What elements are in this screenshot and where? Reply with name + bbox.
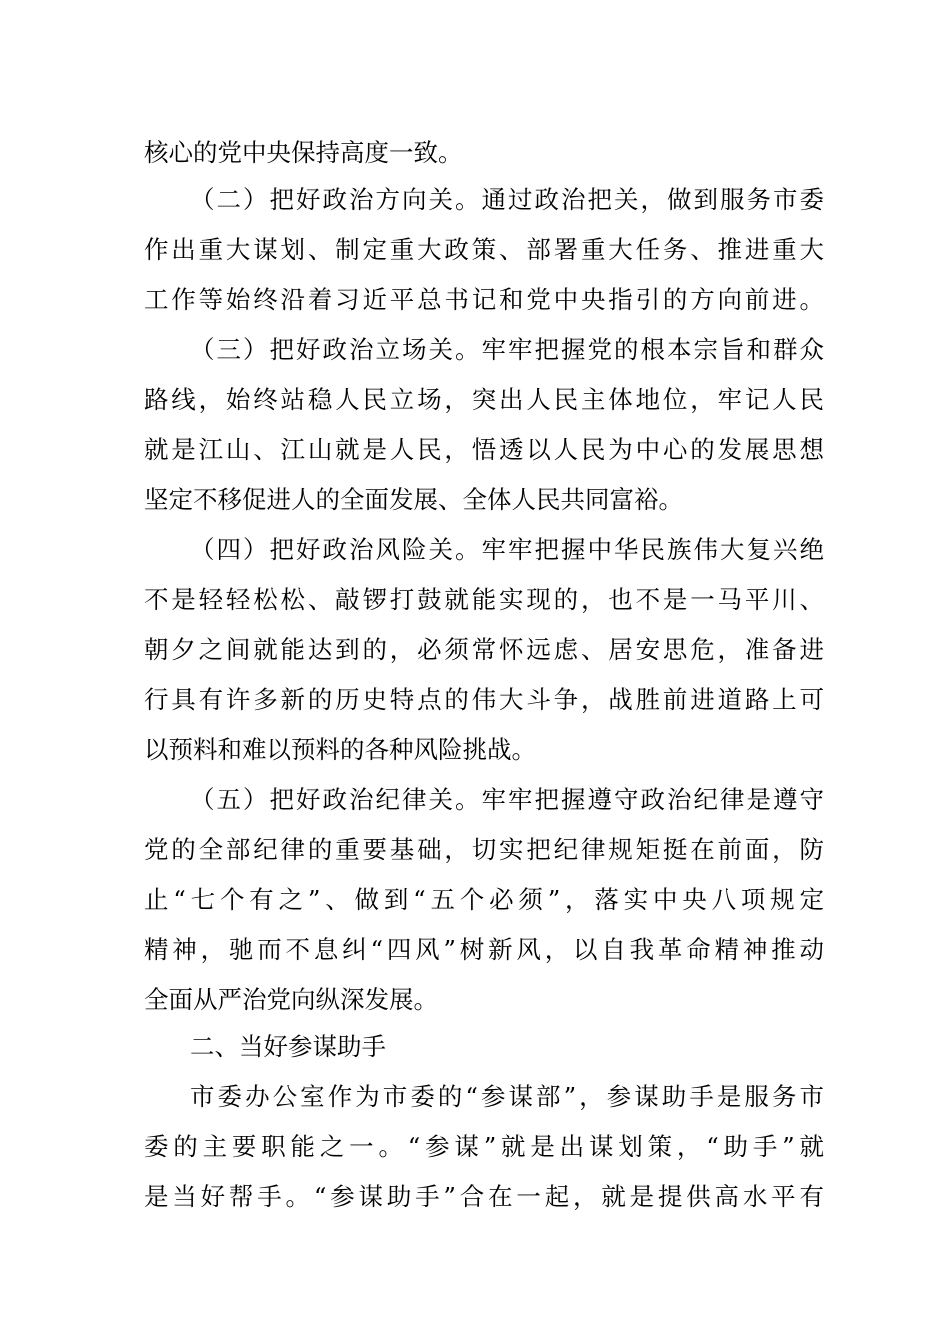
- text-line: 朝夕之间就能达到的，必须常怀远虑、居安思危，准备进: [144, 635, 824, 664]
- text-line: 委的主要职能之一。“参谋”就是出谋划策，“助手”就: [144, 1132, 824, 1161]
- text-line: 作出重大谋划、制定重大政策、部署重大任务、推进重大: [144, 235, 824, 264]
- text-line: 全面从严治党向纵深发展。: [144, 985, 438, 1014]
- text-line: 行具有许多新的历史特点的伟大斗争，战胜前进道路上可: [144, 685, 824, 714]
- section-heading: 二、当好参谋助手: [190, 1032, 386, 1061]
- text-line: 核心的党中央保持高度一致。: [144, 138, 463, 167]
- text-line: 坚定不移促进人的全面发展、全体人民共同富裕。: [144, 485, 683, 514]
- text-line: 路线，始终站稳人民立场，突出人民主体地位，牢记人民: [144, 385, 824, 414]
- text-line: 工作等始终沿着习近平总书记和党中央指引的方向前进。: [144, 285, 824, 314]
- text-line: 就是江山、江山就是人民，悟透以人民为中心的发展思想: [144, 435, 824, 464]
- text-line: （四）把好政治风险关。牢牢把握中华民族伟大复兴绝: [190, 535, 824, 564]
- text-line: 止“七个有之”、做到“五个必须”，落实中央八项规定: [144, 885, 824, 914]
- text-line: 党的全部纪律的重要基础，切实把纪律规矩挺在前面，防: [144, 835, 824, 864]
- text-line: 不是轻轻松松、敲锣打鼓就能实现的，也不是一马平川、: [144, 585, 824, 614]
- text-line: （三）把好政治立场关。牢牢把握党的根本宗旨和群众: [190, 335, 824, 364]
- text-line: 是当好帮手。“参谋助手”合在一起，就是提供高水平有: [144, 1182, 824, 1211]
- text-line: 市委办公室作为市委的“参谋部”，参谋助手是服务市: [190, 1082, 824, 1111]
- text-line: 以预料和难以预料的各种风险挑战。: [144, 735, 536, 764]
- text-line: （二）把好政治方向关。通过政治把关，做到服务市委: [190, 185, 824, 214]
- text-line: （五）把好政治纪律关。牢牢把握遵守政治纪律是遵守: [190, 785, 824, 814]
- text-line: 精神，驰而不息纠“四风”树新风，以自我革命精神推动: [144, 935, 824, 964]
